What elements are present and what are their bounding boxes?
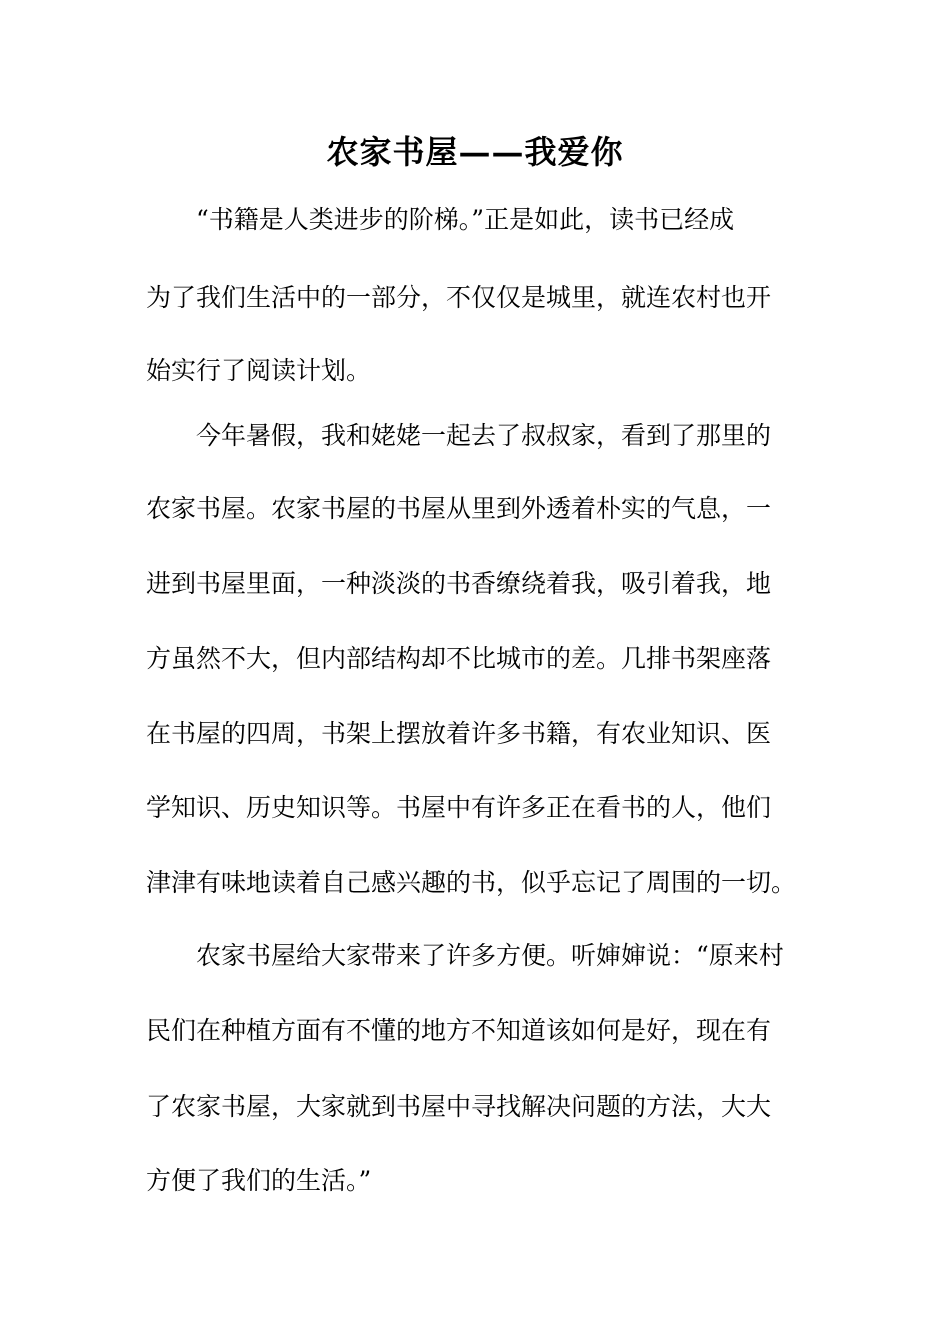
text-line: 民们在种植方面有不懂的地方不知道该如何是好，现在有 xyxy=(146,1016,772,1045)
text-line: 进到书屋里面，一种淡淡的书香缭绕着我，吸引着我，地 xyxy=(146,569,772,598)
text-line: 方虽然不大，但内部结构却不比城市的差。几排书架座落 xyxy=(146,644,772,673)
text-line: 今年暑假，我和姥姥一起去了叔叔家，看到了那里的 xyxy=(146,421,772,450)
text-line: 农家书屋给大家带来了许多方便。听婶婶说：“原来村 xyxy=(146,941,784,970)
text-line: 在书屋的四周，书架上摆放着许多书籍，有农业知识、医 xyxy=(146,719,772,748)
text-line: 津津有味地读着自己感兴趣的书，似乎忘记了周围的一切。 xyxy=(146,868,797,897)
text-line: “书籍是人类进步的阶梯。”正是如此，读书已经成 xyxy=(146,205,735,234)
text-line: 方便了我们的生活。” xyxy=(146,1166,372,1195)
text-line: 了农家书屋，大家就到书屋中寻找解决问题的方法，大大 xyxy=(146,1092,772,1121)
document-title: 农家书屋——我爱你 xyxy=(326,133,624,171)
text-line: 为了我们生活中的一部分，不仅仅是城里，就连农村也开 xyxy=(146,283,772,312)
text-line: 学知识、历史知识等。书屋中有许多正在看书的人，他们 xyxy=(146,793,772,822)
text-line: 农家书屋。农家书屋的书屋从里到外透着朴实的气息，一 xyxy=(146,494,772,523)
text-line: 始实行了阅读计划。 xyxy=(146,356,372,385)
